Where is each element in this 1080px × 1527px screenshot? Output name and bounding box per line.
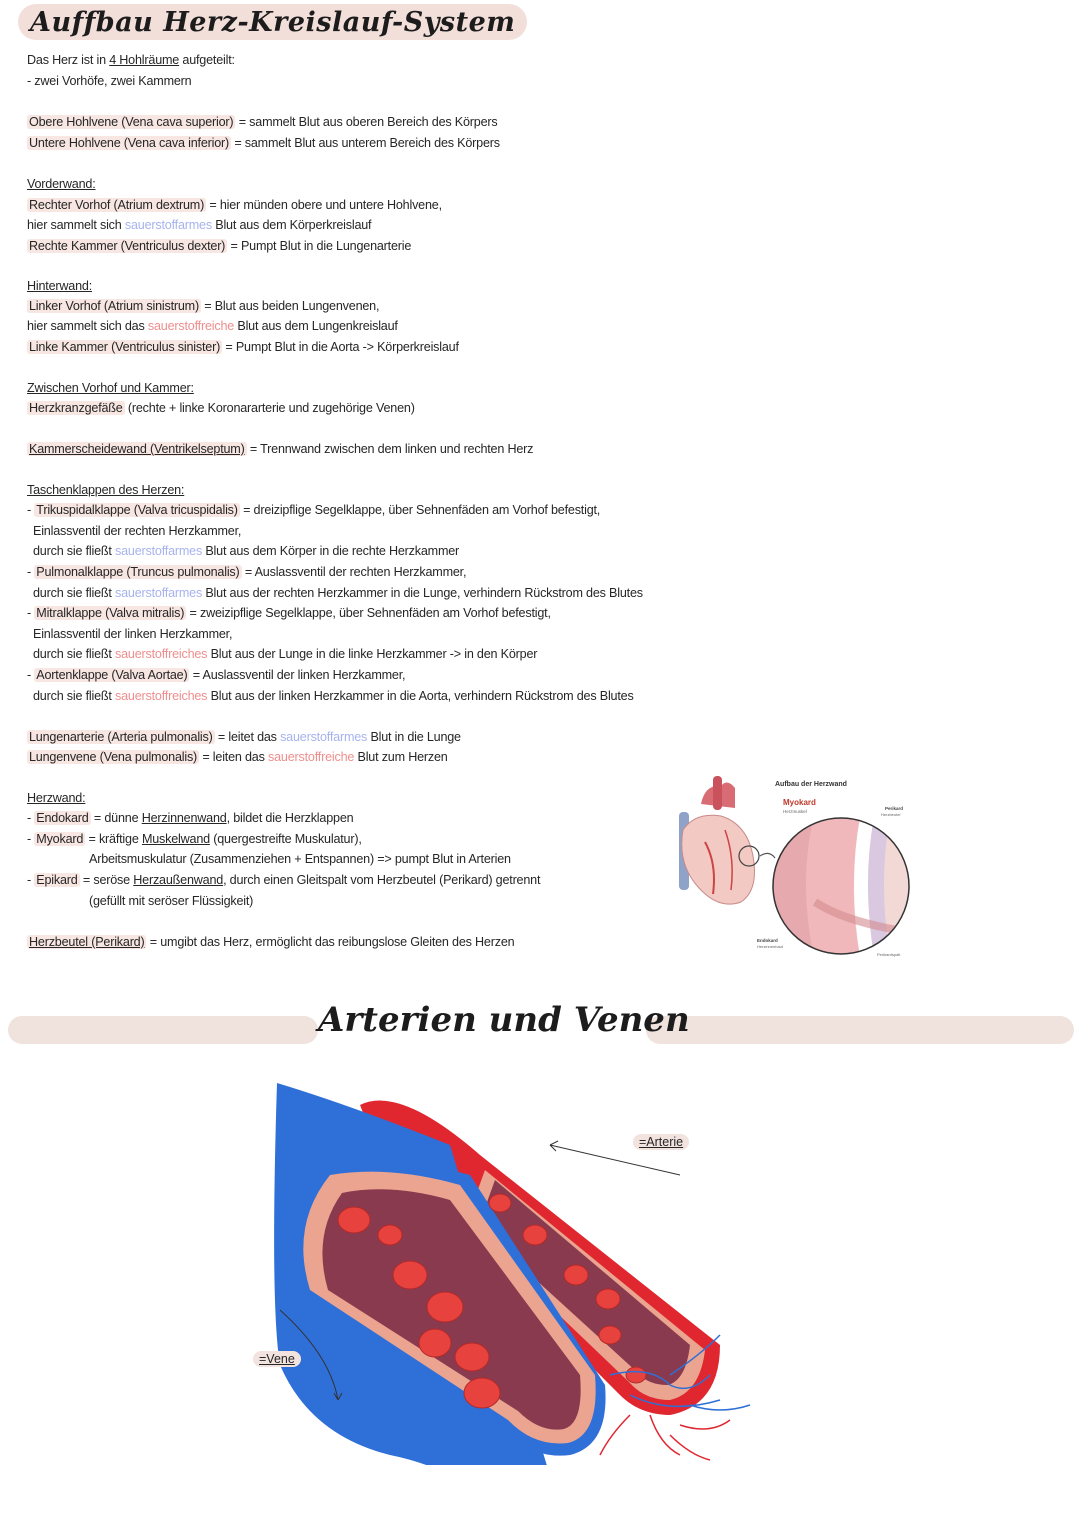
klappen-line: Einlassventil der linken Herzkammer, [33,627,233,641]
vorderwand-heading: Vorderwand: [27,177,96,191]
page-title: Auffbau Herz-Kreislauf-System [18,4,527,40]
perikardspalt-label: Perikardspalt [877,952,901,957]
klappen-line: durch sie fließt sauerstoffreiches Blut aus der Lunge in die linke Herzkammer -> in den Körper [33,647,538,661]
perikard-sublabel: Herzbeutel [881,812,901,817]
section-divider-right [646,1016,1074,1044]
heart-illustration [679,776,759,904]
zwischen-heading: Zwischen Vorhof und Kammer: [27,381,194,395]
intro-line: Das Herz ist in 4 Hohlräume aufgeteilt: [27,53,235,67]
vorderwand-line: Rechte Kammer (Ventriculus dexter) = Pumpt Blut in die Lungenarterie [29,239,412,253]
herzwand-line: (gefüllt mit seröser Flüssigkeit) [89,894,254,908]
lunge-line: Lungenvene (Vena pulmonalis) = leiten das sauerstoffreiche Blut zum Herzen [29,750,448,764]
section-divider-left [8,1016,318,1044]
vorderwand-line: Rechter Vorhof (Atrium dextrum) = hier münden obere und untere Hohlvene, [29,198,442,212]
hinterwand-line: Linker Vorhof (Atrium sinistrum) = Blut aus beiden Lungenvenen, [29,299,380,313]
blood-cell [464,1378,500,1408]
perikard-label: Perikard [885,806,904,811]
blood-cell [393,1261,427,1289]
vene-label: =Vene [253,1351,301,1367]
endokard-sublabel: Herzinnenhaut [757,944,784,949]
intro-line: - zwei Vorhöfe, zwei Kammern [27,74,192,88]
herzwand-line: Arbeitsmuskulatur (Zusammenziehen + Entspannen) => pumpt Blut in Arterien [89,852,511,866]
septum-line: Kammerscheidewand (Ventrikelseptum) = Trennwand zwischen dem linken und rechten Herz [29,442,534,456]
arterie-label: =Arterie [633,1134,689,1150]
klappen-line: - Mitralklappe (Valva mitralis) = zweizipflige Segelklappe, über Sehnenfäden am Vorhof befestigt, [27,606,551,620]
section-title: Arterien und Venen [318,1000,690,1040]
herzwand-line: - Epikard = seröse Herzaußenwand, durch einen Gleitspalt vom Herzbeutel (Perikard) getrennt [27,873,541,887]
hinterwand-line: hier sammelt sich das sauerstoffreiche Blut aus dem Lungenkreislauf [27,319,398,333]
blood-cell [455,1343,489,1371]
blood-cell [599,1326,621,1344]
hohlvene-line: Untere Hohlvene (Vena cava inferior) = sammelt Blut aus unterem Bereich des Körpers [29,136,500,150]
klappen-line: - Aortenklappe (Valva Aortae) = Auslassventil der linken Herzkammer, [27,668,406,682]
blood-cell [626,1367,646,1383]
blood-cell [564,1265,588,1285]
wall-magnified [765,812,920,962]
capillaries-red [600,1415,730,1460]
klappen-line: durch sie fließt sauerstoffreiches Blut aus der linken Herzkammer in die Aorta, verhindern Rückstrom des Blutes [33,689,634,703]
klappen-heading: Taschenklappen des Herzen: [27,483,185,497]
herzwand-line: - Myokard = kräftige Muskelwand (quergestreifte Muskulatur), [27,832,362,846]
hohlvene-line: Obere Hohlvene (Vena cava superior) = sammelt Blut aus oberen Bereich des Körpers [29,115,498,129]
herzwand-heading: Herzwand: [27,791,86,805]
zwischen-line: Herzkranzgefäße (rechte + linke Koronararterie und zugehörige Venen) [29,401,415,415]
lunge-line: Lungenarterie (Arteria pulmonalis) = leitet das sauerstoffarmes Blut in die Lunge [29,730,461,744]
blood-cell [338,1207,370,1233]
herzbeutel-line: Herzbeutel (Perikard) = umgibt das Herz, ermöglicht das reibungslose Gleiten des Herzen [29,935,515,949]
blood-cell [419,1329,451,1357]
heart-wall-figure [665,772,920,962]
vessels-illustration [250,1075,780,1465]
herzwand-line: - Endokard = dünne Herzinnenwand, bildet die Herzklappen [27,811,354,825]
blood-cell [596,1289,620,1309]
hinterwand-heading: Hinterwand: [27,279,92,293]
myokard-sublabel: Herzmuskel [783,809,807,814]
klappen-line: Einlassventil der rechten Herzkammer, [33,524,242,538]
klappen-line: - Pulmonalklappe (Truncus pulmonalis) = Auslassventil der rechten Herzkammer, [27,565,467,579]
myokard-label: Myokard [783,798,816,807]
blood-cell [489,1194,511,1212]
vorderwand-line: hier sammelt sich sauerstoffarmes Blut aus dem Körperkreislauf [27,218,372,232]
klappen-line: - Trikuspidalklappe (Valva tricuspidalis) = dreizipflige Segelklappe, über Sehnenfäden am Vorhof befestigt, [27,503,601,517]
blood-cell [378,1225,402,1245]
blood-cell [523,1225,547,1245]
blood-cell [427,1292,463,1322]
hinterwand-line: Linke Kammer (Ventriculus sinister) = Pumpt Blut in die Aorta -> Körperkreislauf [29,340,459,354]
figure-title: Aufbau der Herzwand [775,781,847,788]
endokard-label: Endokard [757,938,778,943]
klappen-line: durch sie fließt sauerstoffarmes Blut aus dem Körper in die rechte Herzkammer [33,544,460,558]
klappen-line: durch sie fließt sauerstoffarmes Blut aus der rechten Herzkammer in die Lunge, verhindern Rückstrom des Blutes [33,586,643,600]
